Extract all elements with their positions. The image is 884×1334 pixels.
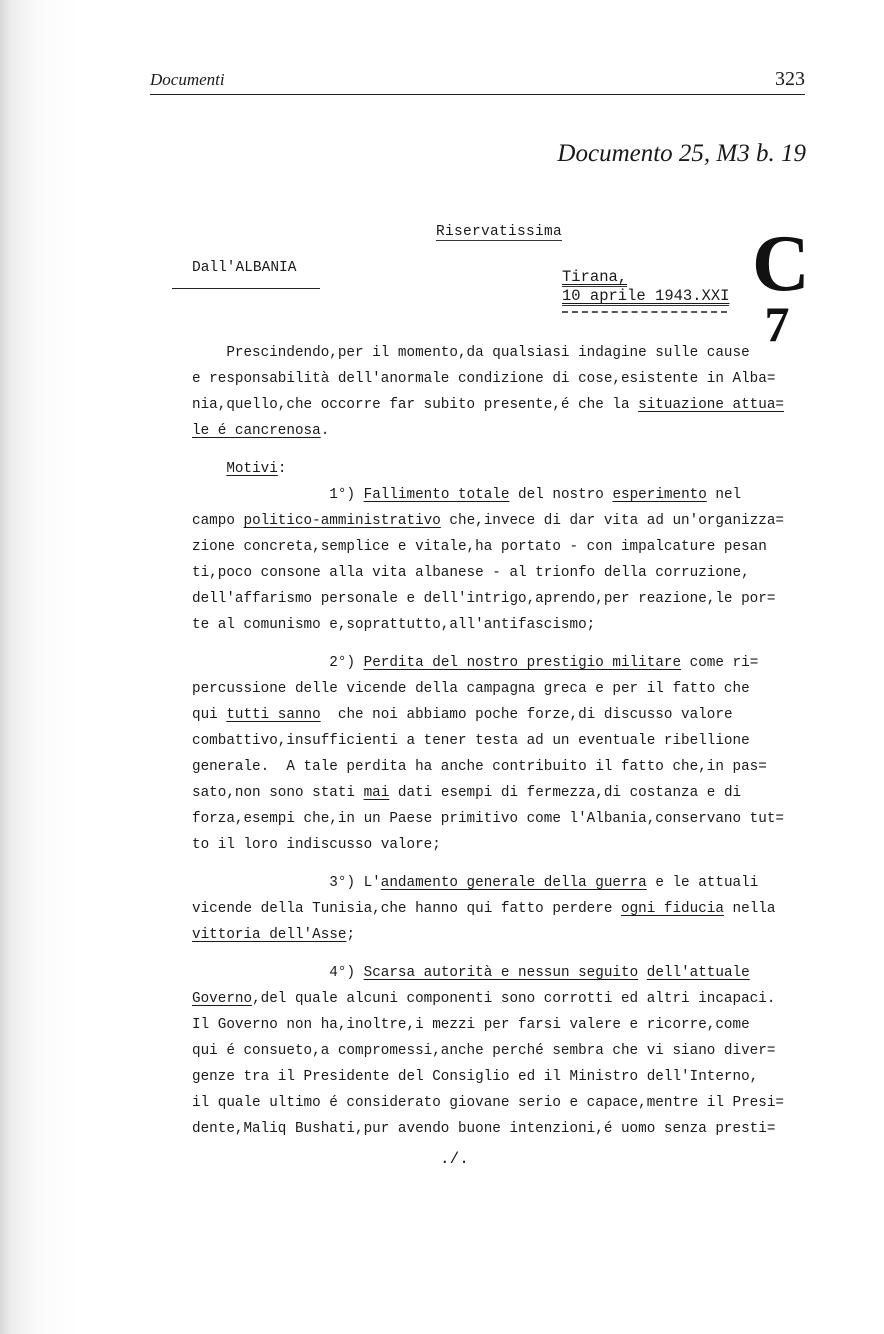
text-line: genze tra il Presidente del Consiglio ed il Ministro dell'Interno, (192, 1069, 759, 1085)
text-line: te al comunismo e,soprattutto,all'antifascismo; (192, 617, 596, 633)
letter-body (192, 340, 812, 1142)
archive-stamp (752, 220, 810, 352)
text-line: il quale ultimo é considerato giovane serio e capace,mentre il Presi= (192, 1095, 784, 1111)
page-header (150, 70, 805, 95)
text-line: sato,non sono stati mai dati esempi di fermezza,di costanza e di (192, 785, 742, 801)
motivi-heading: Motivi: (226, 461, 287, 477)
place-name: Tirana, (562, 268, 628, 286)
text-line: dell'affarismo personale e dell'intrigo,aprendo,per reazione,le por= (192, 591, 776, 607)
document-reference: Documento 25, M3 b. 19 (557, 140, 806, 167)
point-1-line: 1°) Fallimento totale del nostro esperimento nel (329, 487, 742, 503)
text-line: e responsabilità dell'anormale condizione di cose,esistente in Alba= (192, 371, 776, 387)
origin-label: Dall'ALBANIA (172, 260, 320, 289)
text-line: Il Governo non ha,inoltre,i mezzi per farsi valere e ricorre,come (192, 1017, 750, 1033)
emphasis: le é cancrenosa (192, 423, 321, 439)
text-line: qui é consueto,a compromessi,anche perché sembra che vi siano diver= (192, 1043, 776, 1059)
emphasis: situazione attua= (638, 397, 784, 413)
text-line: forza,esempi che,in un Paese primitivo come l'Albania,conservano tut= (192, 811, 784, 827)
text-line: nia,quello,che occorre far subito presente,é che la situazione attua= (192, 397, 784, 413)
text-line: percussione delle vicende della campagna greca e per il fatto che (192, 681, 750, 697)
text-line: qui tutti sanno che noi abbiamo poche forze,di discusso valore (192, 707, 733, 723)
text-line: combattivo,insufficienti a tener testa ad un eventuale ribellione (192, 733, 750, 749)
continuation-mark: ./. (440, 1150, 469, 1168)
text-line: to il loro indiscusso valore; (192, 837, 441, 853)
text-line: campo politico-amministrativo che,invece di dar vita ad un'organizza= (192, 513, 785, 529)
point-2-line: 2°) Perdita del nostro prestigio militare come ri= (329, 655, 759, 671)
text-line: zione concreta,semplice e vitale,ha portato - con impalcature pesan (192, 539, 767, 555)
stamp-number: 7 (764, 296, 790, 352)
text-line: dente,Maliq Bushati,pur avendo buone intenzioni,é uomo senza presti= (192, 1121, 776, 1137)
section-title: Documenti (150, 70, 225, 89)
page-number: 323 (775, 68, 805, 90)
date-rule (562, 311, 727, 316)
classification-label: Riservatissima (436, 224, 563, 240)
point-3-line: 3°) L'andamento generale della guerra e le attuali (329, 875, 759, 891)
stamp-letter: C (752, 220, 810, 308)
text-line: Prescindendo,per il momento,da qualsiasi indagine sulle cause (192, 345, 750, 361)
text-line: vicende della Tunisia,che hanno qui fatto perdere ogni fiducia nella (192, 901, 776, 917)
text-line: le é cancrenosa. (192, 423, 330, 439)
text-line: generale. A tale perdita ha anche contribuito il fatto che,in pas= (192, 759, 767, 775)
point-4-line: 4°) Scarsa autorità e nessun seguito dell'attuale (329, 965, 750, 981)
text-line: vittoria dell'Asse; (192, 927, 356, 943)
text-line: ti,poco consone alla vita albanese - al trionfo della corruzione, (192, 565, 750, 581)
place-date (562, 268, 729, 306)
text-line: Governo,del quale alcuni componenti sono corrotti ed altri incapaci. (192, 991, 776, 1007)
letter-date: 10 aprile 1943.XXI (562, 287, 730, 305)
